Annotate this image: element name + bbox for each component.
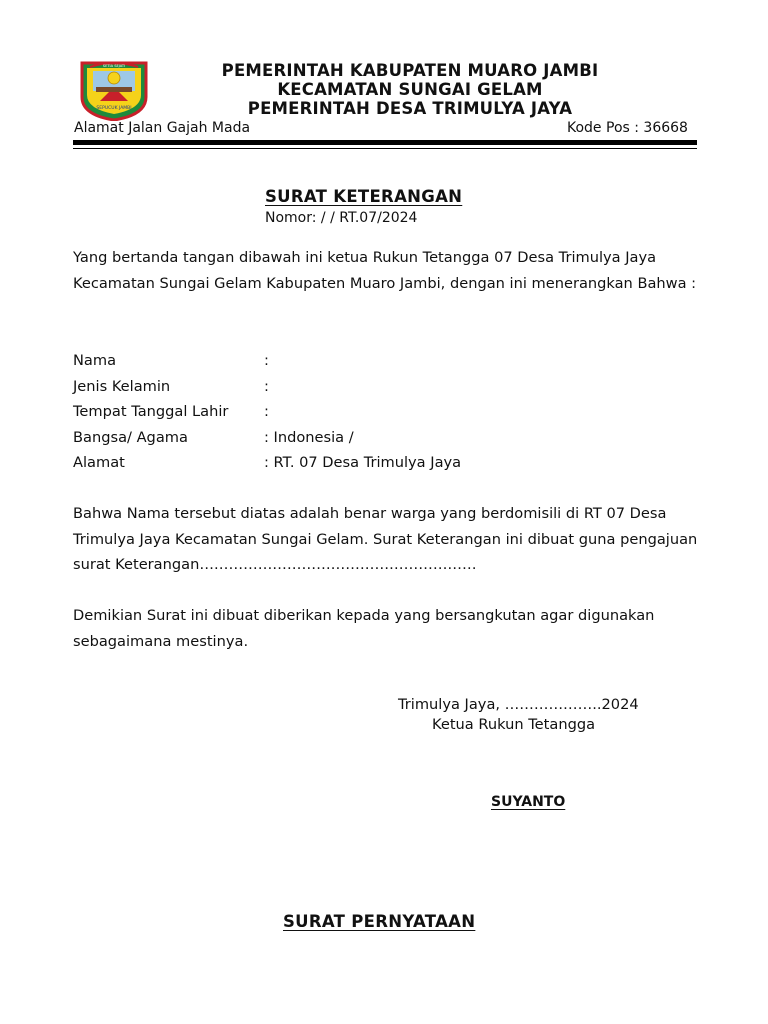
field-label: Bangsa/ Agama <box>73 428 188 446</box>
header-divider-thick <box>73 140 697 145</box>
field-row-address <box>73 450 673 476</box>
muaro-jambi-emblem-logo <box>76 57 152 121</box>
field-value: : <box>264 352 269 369</box>
identity-fields <box>73 348 673 476</box>
header-divider-thin <box>73 148 697 149</box>
field-value: : Indonesia / <box>264 428 354 446</box>
field-label: Alamat <box>73 454 125 471</box>
header-address: Alamat Jalan Gajah Mada <box>74 120 251 136</box>
logo-lettering: SEPUCUK JAMBI <box>96 106 132 111</box>
header-government: PEMERINTAH KABUPATEN MUARO JAMBI <box>221 61 599 80</box>
next-section-title: SURAT PERNYATAAN <box>283 912 476 931</box>
field-row-birth <box>73 399 673 425</box>
logo-motto: SETIA SEJATI <box>102 64 126 68</box>
intro-paragraph: Yang bertanda tangan dibawah ini ketua Rukun Tetangga 07 Desa Trimulya Jaya Kecamatan Sungai Gelam Kabupaten Muaro Jambi, dengan ini menerangkan Bahwa : <box>73 249 697 292</box>
signature-role: Ketua Rukun Tetangga <box>432 716 596 733</box>
header-postal-code: Kode Pos : 36668 <box>567 120 688 136</box>
field-label: Jenis Kelamin <box>73 377 171 395</box>
field-value: : <box>264 403 269 420</box>
field-value: : <box>264 377 269 395</box>
field-label: Nama <box>73 352 117 369</box>
signature-place-date: Trimulya Jaya, ………………..2024 <box>398 696 639 713</box>
field-value: : RT. 07 Desa Trimulya Jaya <box>264 454 462 471</box>
field-label: Tempat Tanggal Lahir <box>73 403 229 420</box>
header-village: PEMERINTAH DESA TRIMULYA JAYA <box>247 99 573 118</box>
signature-name: SUYANTO <box>491 794 566 810</box>
body-paragraph: Bahwa Nama tersebut diatas adalah benar warga yang berdomisili di RT 07 Desa Trimulya Jaya Kecamatan Sungai Gelam. Surat Keterangan ini dibuat guna pengajuan surat Keterangan………………………………………………… <box>73 505 698 573</box>
closing-paragraph: Demikian Surat ini dibuat diberikan kepada yang bersangkutan agar digunakan sebagaimana mestinya. <box>73 607 655 650</box>
field-row-nationality-religion <box>73 425 673 451</box>
field-row-name <box>73 348 673 374</box>
letter-title: SURAT KETERANGAN <box>265 187 463 206</box>
letter-number: Nomor: / / RT.07/2024 <box>265 210 418 226</box>
field-row-gender <box>73 374 673 400</box>
header-district: KECAMATAN SUNGAI GELAM <box>277 80 543 99</box>
